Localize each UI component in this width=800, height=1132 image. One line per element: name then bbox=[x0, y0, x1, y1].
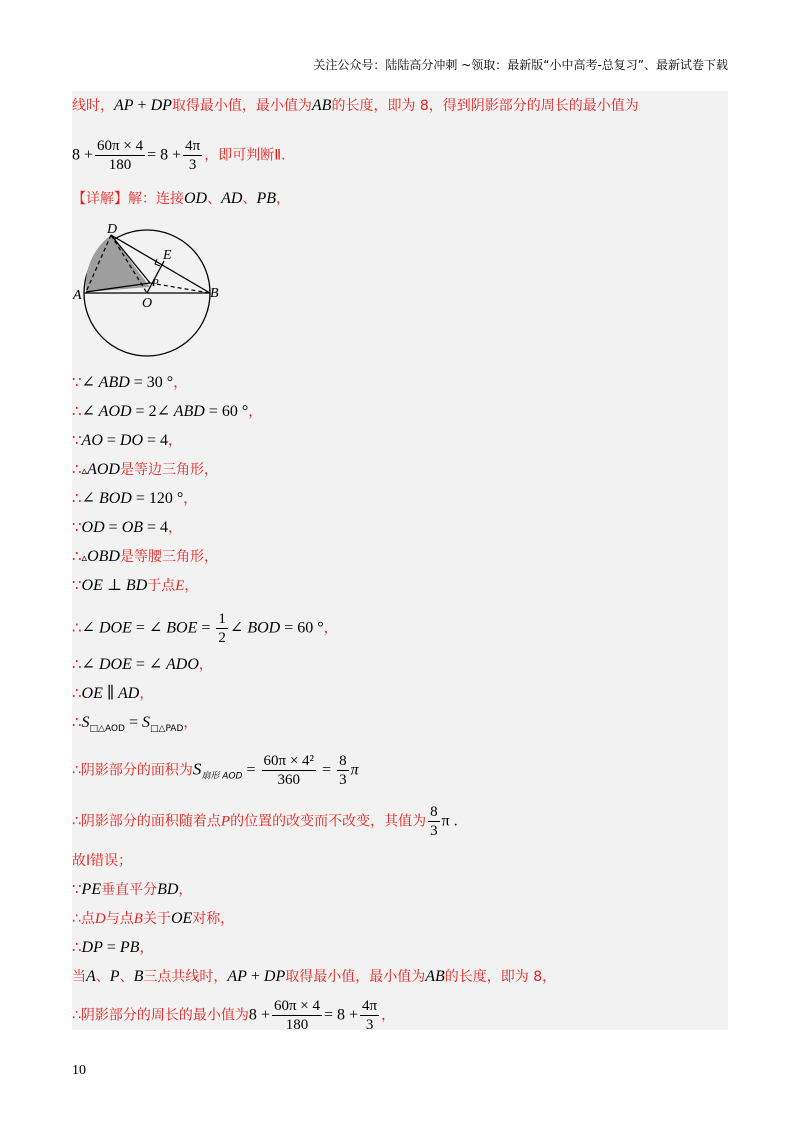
fraction bbox=[262, 752, 317, 789]
denominator: 3 bbox=[339, 772, 347, 788]
text: 的长度，即为 8， bbox=[444, 969, 557, 985]
text: 与点 bbox=[105, 911, 134, 927]
math: = 8 + bbox=[147, 146, 182, 164]
text: ， bbox=[198, 657, 213, 673]
label-e: E bbox=[163, 248, 172, 263]
math: ∠ ABD bbox=[81, 374, 130, 391]
math: B bbox=[133, 911, 143, 927]
symbol: ∴ bbox=[72, 620, 82, 637]
subscript: 扇形 AOD bbox=[201, 771, 243, 782]
text: 关于 bbox=[142, 911, 171, 927]
numerator: 60π × 4² bbox=[263, 753, 315, 769]
numerator: 4π bbox=[362, 998, 378, 1014]
math: PB bbox=[119, 939, 140, 956]
math: DP bbox=[81, 939, 103, 956]
symbol: ∴ bbox=[72, 686, 82, 702]
page-header: 关注公众号：陆陆高分冲刺 ~领取：最新版“小中高考-总复习”、最新试卷下载 bbox=[313, 58, 728, 72]
math: E bbox=[175, 578, 185, 594]
subscript: □△PAD bbox=[150, 724, 184, 734]
text: ， bbox=[139, 940, 154, 956]
math: = 30 ° bbox=[129, 374, 174, 391]
symbol: ∴ bbox=[72, 715, 82, 731]
text: ， bbox=[168, 433, 183, 449]
math: AP bbox=[114, 97, 134, 114]
step-13 bbox=[72, 752, 359, 789]
step-6 bbox=[72, 517, 182, 538]
step-15 bbox=[72, 850, 132, 871]
math: = 8 + bbox=[324, 1006, 359, 1024]
math: AB bbox=[311, 97, 332, 114]
step-3 bbox=[72, 430, 182, 451]
text: 于点 bbox=[147, 578, 176, 594]
symbol: ∴ bbox=[72, 491, 82, 507]
math: P bbox=[109, 968, 120, 985]
math: OD bbox=[184, 190, 208, 207]
text: 线时， bbox=[72, 98, 114, 114]
text: ， bbox=[178, 882, 193, 898]
fraction bbox=[183, 137, 202, 174]
math: π bbox=[350, 761, 359, 779]
symbol: ∵ bbox=[72, 578, 82, 594]
step-1 bbox=[72, 372, 187, 393]
math: ∠ BOD bbox=[81, 490, 132, 507]
denominator: 2 bbox=[218, 630, 226, 646]
text: ∴点 bbox=[72, 911, 95, 927]
text: ∴阴影部分的面积为 bbox=[72, 762, 193, 779]
math: OE bbox=[170, 910, 193, 927]
denominator: 180 bbox=[108, 157, 132, 173]
text: 取得最小值，最小值为 bbox=[285, 969, 426, 985]
label-b: B bbox=[210, 286, 219, 301]
math: B bbox=[133, 968, 144, 985]
math: = bbox=[318, 761, 336, 779]
text: ∴阴影部分的周长的最小值为 bbox=[72, 1007, 249, 1024]
math: PE bbox=[81, 881, 102, 898]
step-11 bbox=[72, 683, 153, 704]
math: BD bbox=[157, 881, 179, 898]
math: ∠ BOD bbox=[229, 619, 281, 637]
fraction bbox=[337, 752, 349, 789]
math: AP bbox=[227, 968, 247, 985]
math: ∠ ABD bbox=[156, 403, 205, 420]
math: OD bbox=[81, 519, 105, 536]
math: = bbox=[242, 761, 260, 779]
math: ∠ ADO bbox=[148, 656, 199, 673]
symbol: ∵ bbox=[72, 433, 82, 449]
text: ∴阴影部分的面积随着点 bbox=[72, 813, 221, 830]
numerator: 60π × 4 bbox=[97, 138, 144, 154]
math: 8 + bbox=[72, 146, 94, 164]
text: ， bbox=[248, 404, 263, 420]
text: ， bbox=[139, 686, 154, 702]
math: AB bbox=[425, 968, 445, 985]
text: 【详解】解：连接 bbox=[72, 191, 184, 207]
symbol: ∵ bbox=[72, 882, 82, 898]
text: 三点共线时， bbox=[143, 969, 228, 985]
symbol: ∴ bbox=[72, 657, 82, 673]
symbol: ∵ bbox=[72, 520, 82, 536]
fraction bbox=[360, 997, 379, 1034]
text: ， bbox=[323, 620, 338, 637]
step-17 bbox=[72, 908, 234, 929]
subscript: □△AOD bbox=[89, 724, 125, 734]
text: ， bbox=[184, 578, 199, 594]
symbol: ∴ bbox=[72, 462, 82, 478]
text: 是等边三角形， bbox=[119, 462, 218, 478]
text: 取得最小值，最小值为 bbox=[171, 98, 312, 114]
math: AO bbox=[81, 432, 103, 449]
text: 是等腰三角形， bbox=[119, 549, 218, 565]
math: A bbox=[86, 968, 96, 985]
denominator: 3 bbox=[365, 1017, 374, 1033]
text: ， bbox=[173, 375, 188, 391]
math: AOD bbox=[87, 461, 120, 478]
symbol: ∴ bbox=[72, 404, 82, 420]
text: ，即可判断Ⅱ. bbox=[204, 147, 286, 164]
numerator: 4π bbox=[185, 138, 201, 154]
solution-block bbox=[72, 91, 728, 1033]
math: = 60 ° bbox=[280, 619, 324, 637]
triangle-symbol: ▵ bbox=[81, 552, 88, 564]
text-line-3 bbox=[72, 188, 290, 209]
step-14 bbox=[72, 803, 458, 840]
label-a: A bbox=[73, 288, 82, 303]
fraction bbox=[428, 803, 440, 840]
math: PB bbox=[256, 190, 276, 207]
text: 、 bbox=[242, 191, 257, 207]
math: DO bbox=[119, 432, 144, 449]
step-5 bbox=[72, 488, 197, 509]
text: 、 bbox=[119, 969, 134, 985]
math: D bbox=[94, 911, 106, 927]
math: S bbox=[81, 714, 90, 731]
math: = bbox=[102, 432, 120, 449]
fraction bbox=[95, 137, 145, 174]
math: = bbox=[131, 656, 149, 673]
text: 垂直平分 bbox=[101, 882, 158, 898]
text-line-1 bbox=[72, 95, 639, 116]
text: 的长度，即为 8，得到阴影部分的周长的最小值为 bbox=[331, 98, 639, 114]
page-number: 10 bbox=[72, 1063, 86, 1078]
symbol: ∴ bbox=[72, 940, 82, 956]
label-d: D bbox=[107, 223, 118, 237]
math: = bbox=[131, 619, 149, 637]
math: P bbox=[220, 813, 231, 830]
label-p: P bbox=[152, 277, 159, 289]
step-19 bbox=[72, 966, 556, 987]
text: ， bbox=[168, 520, 183, 536]
denominator: 3 bbox=[430, 823, 438, 839]
text: 故Ⅰ错误； bbox=[72, 853, 133, 869]
text: ， bbox=[275, 191, 290, 207]
geometry-figure bbox=[72, 223, 222, 359]
math: = 120 ° bbox=[131, 490, 184, 507]
math: DP bbox=[263, 968, 286, 985]
math: 8 + bbox=[248, 1006, 270, 1024]
math: = bbox=[197, 619, 215, 637]
text: 对称， bbox=[192, 911, 235, 927]
step-2 bbox=[72, 401, 262, 422]
math: ∠ DOE bbox=[81, 656, 132, 673]
math: + bbox=[246, 968, 264, 985]
step-12 bbox=[72, 712, 197, 739]
fraction bbox=[272, 997, 322, 1034]
math: S bbox=[192, 759, 202, 779]
text: ， bbox=[183, 715, 198, 731]
text: 当 bbox=[72, 969, 86, 985]
step-16 bbox=[72, 879, 192, 900]
math: π . bbox=[441, 812, 458, 830]
step-10 bbox=[72, 654, 213, 675]
numerator: 1 bbox=[218, 611, 226, 627]
text-line-2 bbox=[72, 137, 286, 174]
math: = bbox=[102, 939, 120, 956]
step-18 bbox=[72, 937, 153, 958]
text: 、 bbox=[207, 191, 222, 207]
step-9 bbox=[72, 610, 338, 647]
numerator: 8 bbox=[339, 753, 347, 769]
math: = 2 bbox=[131, 403, 157, 420]
math: + bbox=[133, 97, 151, 114]
step-8 bbox=[72, 575, 198, 596]
math: = 4 bbox=[143, 432, 169, 449]
math: AD bbox=[221, 190, 243, 207]
math: DP bbox=[150, 97, 172, 114]
text: 、 bbox=[95, 969, 110, 985]
math: S bbox=[142, 714, 151, 731]
text: 的位置的改变而不改变，其值为 bbox=[230, 813, 427, 830]
denominator: 360 bbox=[277, 772, 301, 788]
step-20 bbox=[72, 997, 395, 1034]
symbol: ∴ bbox=[72, 549, 82, 565]
denominator: 3 bbox=[188, 157, 197, 173]
math: = bbox=[124, 714, 143, 731]
math: = 4 bbox=[143, 519, 169, 536]
math: OE ⊥ BD bbox=[81, 577, 148, 594]
triangle-symbol: ▵ bbox=[81, 465, 88, 477]
numerator: 60π × 4 bbox=[273, 998, 320, 1014]
label-o: O bbox=[142, 296, 153, 311]
text: ， bbox=[183, 491, 198, 507]
math: ∠ BOE bbox=[148, 619, 198, 637]
fraction bbox=[216, 610, 228, 647]
math: OB bbox=[121, 519, 144, 536]
step-4 bbox=[72, 459, 218, 481]
math: OBD bbox=[87, 548, 120, 565]
symbol: ∵ bbox=[72, 375, 82, 391]
math: ∠ DOE bbox=[81, 619, 132, 637]
step-7 bbox=[72, 546, 218, 568]
denominator: 180 bbox=[285, 1017, 309, 1033]
math: = bbox=[104, 519, 122, 536]
numerator: 8 bbox=[430, 804, 438, 820]
text: ， bbox=[381, 1007, 396, 1024]
math: = 60 ° bbox=[204, 403, 249, 420]
math: ∠ AOD bbox=[81, 403, 132, 420]
math: OE ∥ AD bbox=[81, 685, 140, 702]
